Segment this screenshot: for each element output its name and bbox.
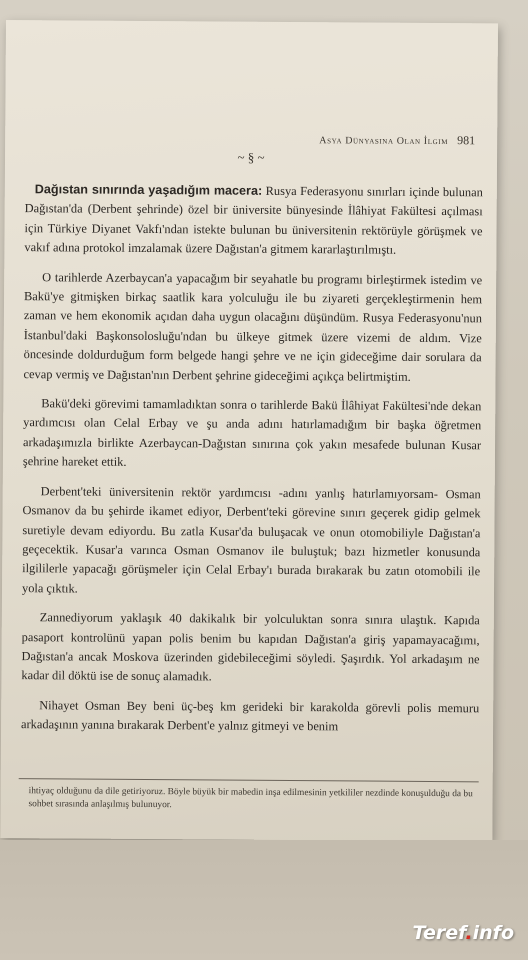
paragraph-2: O tarihlerde Azerbaycan'a yapacağım bir seyahatle bu programı birleştirmek istedim ve Bakü'ye gitmişken birkaç saatlik kara yolculuğu ile bu ziyareti gerçekleştirmenin hem zaman ve hem ekonomik açıdan daha uygun olacağını düşündüm. Rusya Federasyonu'nun İstanbul'daki Başkonsolosluğu'ndan bu ülkeye gitmek üzere vizemi de aldım. Vize öncesinde doldurduğum form belgede hangi şehre ve ne için gideceğime dair sorulara da cevap vermiş ve Dağıstan'nın Derbent şehrine gideceğimi açıkça belirtmiştim. bbox=[23, 269, 483, 384]
paragraph-6: Nihayet Osman Bey beni üç-beş km gerideki bir karakolda görevli polis memuru arkadaşının yanına bırakarak Derbent'e yalnız gitmeyi ve benim bbox=[21, 697, 480, 734]
book-page bbox=[0, 20, 498, 841]
watermark-domain: info bbox=[472, 922, 514, 944]
paragraph-lead: Dağıstan sınırında yaşadığım macera: bbox=[34, 182, 263, 198]
paragraph-text: Rusya Federasyonu sınırları içinde bulunan Dağıstan'da (Derbent şehrinde) özel bir üniversite bünyesinde İlâhiyat Fakültesi açılması için Türkiye Diyanet Vakfı'ndan istekte bulunan bu üniversitenin rektörüyle görüşmek ve vakıf adına protokol imzalamak üzere Dağıstan'a gitmem kararlaştırılmıştı. bbox=[24, 183, 483, 257]
paragraph-3: Bakü'deki görevimi tamamladıktan sonra o tarihlerde Bakü İlâhiyat Fakültesi'nde dekan yardımcısı olan Celal Erbay ve şu anda adını hatırlamadığım bir başka öğretmen arkadaşımızla birlikte Azerbaycan-Dağıstan sınırına çok yakın mesafede bulunan Kusar şehrine hareket ettik. bbox=[22, 396, 482, 470]
footnote-rule bbox=[19, 778, 479, 782]
paragraph-1 bbox=[24, 180, 483, 261]
page-number: 981 bbox=[457, 133, 476, 148]
paragraph-5: Zannediyorum yaklaşık 40 dakikalık bir yolculuktan sonra sınıra ulaştık. Kapıda pasaport kontrolünü yapan polis benim bu kapıdan Dağıstan'a giriş yapamayacağımı, Dağıstan'a ancak Moskova üzerinden gidebileceğimi söyledi. Şaşırdık. Yol arkadaşım ne kadar dil döktü ise de sonuç alamadık. bbox=[21, 610, 480, 684]
watermark-dot: . bbox=[465, 922, 473, 944]
footnote: ihtiyaç olduğunu da dile getiriyoruz. Böyle büyük bir mabedin inşa edilmesinin yetkililer nezdinde konuşulduğu da bu sohbet sırasında anlaşılmış bulunuyor. bbox=[28, 786, 473, 811]
running-head bbox=[319, 132, 475, 148]
paragraph-4: Derbent'teki üniversitenin rektör yardımcısı -adını yanlış hatırlamıyorsam- Osman Osmanov da bu şehirde ikamet ediyor, Derbent'teki görevine sınırı geçerek gidip gelmek suretiyle devam ediyordu. Bu zatla Kusar'da buluşacak ve onun otomobiliyle Dağıstan'a geçecektik. Kusar'a varınca Osman Osmanov ile buluştuk; bazı hizmetler konusunda ilgililerle yapacağı görüşmeler için Celal Erbay'ı burada bırakarak bu zatın otomobili ile yola çıktık. bbox=[21, 483, 481, 596]
section-divider: ~ § ~ bbox=[237, 149, 265, 165]
watermark-name: Teref bbox=[412, 922, 466, 944]
running-title: Asya Dünyasına Olan İlgim bbox=[319, 135, 449, 148]
watermark-logo bbox=[413, 922, 514, 944]
body-text bbox=[21, 180, 483, 748]
